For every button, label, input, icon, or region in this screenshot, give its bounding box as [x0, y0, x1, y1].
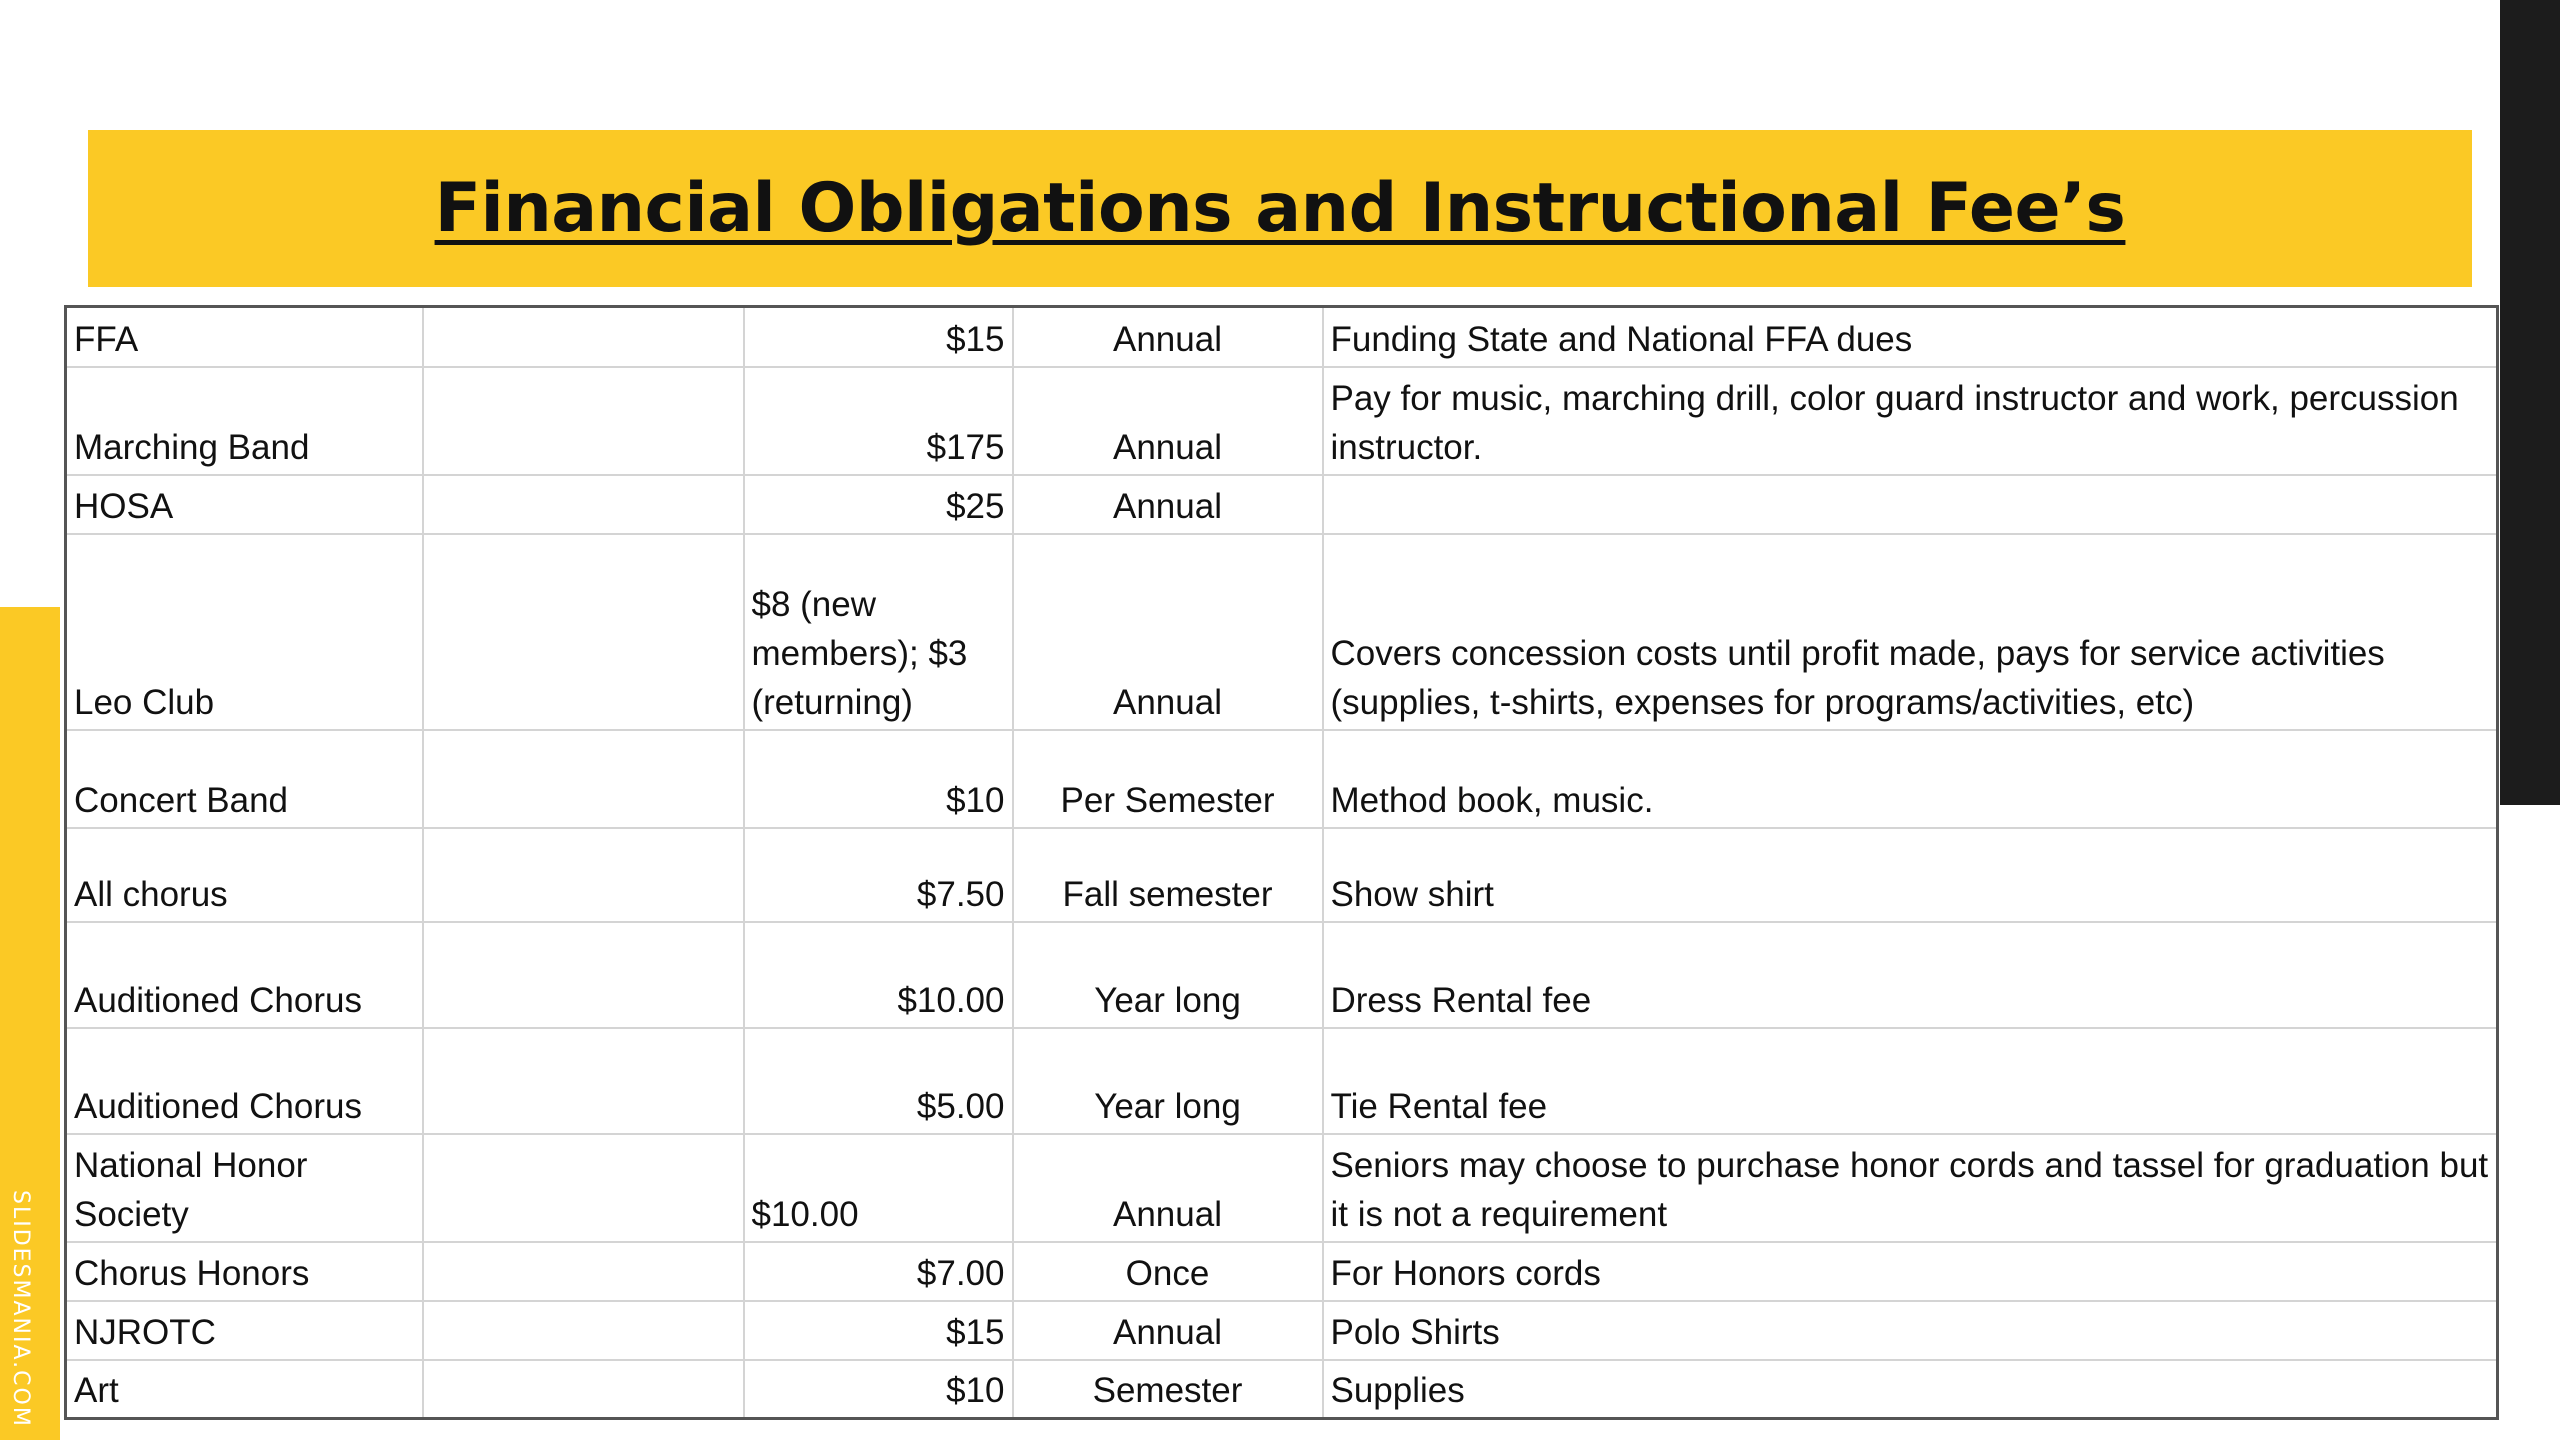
fee-frequency: Fall semester — [1013, 828, 1323, 922]
table-row — [66, 307, 2498, 367]
fee-frequency: Annual — [1013, 534, 1323, 730]
fee-description: Supplies — [1323, 1360, 2498, 1419]
blank-cell — [423, 534, 744, 730]
table-row — [66, 1242, 2498, 1301]
right-dark-bar — [2500, 0, 2560, 805]
fee-frequency: Semester — [1013, 1360, 1323, 1419]
activity-name: HOSA — [66, 475, 423, 534]
table-row — [66, 1301, 2498, 1360]
fee-amount: $10 — [744, 730, 1013, 828]
fee-description: Funding State and National FFA dues — [1323, 307, 2498, 367]
fee-description: Method book, music. — [1323, 730, 2498, 828]
fee-amount: $25 — [744, 475, 1013, 534]
fee-table — [64, 305, 2499, 1420]
blank-cell — [423, 1242, 744, 1301]
table-row — [66, 534, 2498, 730]
table-row — [66, 1360, 2498, 1419]
blank-cell — [423, 828, 744, 922]
blank-cell — [423, 1134, 744, 1242]
blank-cell — [423, 730, 744, 828]
table-row — [66, 828, 2498, 922]
activity-name: Concert Band — [66, 730, 423, 828]
table-row — [66, 1134, 2498, 1242]
table-row — [66, 475, 2498, 534]
fee-amount: $10.00 — [744, 922, 1013, 1028]
blank-cell — [423, 1301, 744, 1360]
fee-amount: $5.00 — [744, 1028, 1013, 1134]
fee-amount: $10 — [744, 1360, 1013, 1419]
activity-name: Auditioned Chorus — [66, 922, 423, 1028]
fee-amount: $10.00 — [744, 1134, 1013, 1242]
activity-name: FFA — [66, 307, 423, 367]
table-row — [66, 367, 2498, 475]
blank-cell — [423, 475, 744, 534]
fee-description: Polo Shirts — [1323, 1301, 2498, 1360]
blank-cell — [423, 367, 744, 475]
fee-frequency: Year long — [1013, 1028, 1323, 1134]
fee-amount: $15 — [744, 307, 1013, 367]
activity-name: Marching Band — [66, 367, 423, 475]
fee-amount: $8 (new members); $3 (returning) — [744, 534, 1013, 730]
table-row — [66, 730, 2498, 828]
activity-name: NJROTC — [66, 1301, 423, 1360]
fee-frequency: Annual — [1013, 1301, 1323, 1360]
blank-cell — [423, 1360, 744, 1419]
table-row — [66, 922, 2498, 1028]
activity-name: National Honor Society — [66, 1134, 423, 1242]
fee-amount: $7.50 — [744, 828, 1013, 922]
fee-description: Tie Rental fee — [1323, 1028, 2498, 1134]
fee-description — [1323, 475, 2498, 534]
fee-description: Dress Rental fee — [1323, 922, 2498, 1028]
fee-amount: $7.00 — [744, 1242, 1013, 1301]
fee-frequency: Annual — [1013, 367, 1323, 475]
fee-frequency: Annual — [1013, 1134, 1323, 1242]
page-title: Financial Obligations and Instructional Fee’s — [434, 169, 2126, 248]
fee-description: Seniors may choose to purchase honor cords and tassel for graduation but it is not a requirement — [1323, 1134, 2498, 1242]
blank-cell — [423, 922, 744, 1028]
watermark: SLIDESMANIA.COM — [8, 1190, 33, 1428]
blank-cell — [423, 307, 744, 367]
fee-frequency: Per Semester — [1013, 730, 1323, 828]
title-banner — [88, 130, 2472, 287]
activity-name: Auditioned Chorus — [66, 1028, 423, 1134]
fee-description: For Honors cords — [1323, 1242, 2498, 1301]
table-row — [66, 1028, 2498, 1134]
activity-name: All chorus — [66, 828, 423, 922]
activity-name: Leo Club — [66, 534, 423, 730]
fee-description: Show shirt — [1323, 828, 2498, 922]
blank-cell — [423, 1028, 744, 1134]
fee-frequency: Year long — [1013, 922, 1323, 1028]
activity-name: Chorus Honors — [66, 1242, 423, 1301]
fee-description: Pay for music, marching drill, color guard instructor and work, percussion instructor. — [1323, 367, 2498, 475]
fee-amount: $175 — [744, 367, 1013, 475]
fee-frequency: Once — [1013, 1242, 1323, 1301]
activity-name: Art — [66, 1360, 423, 1419]
fee-frequency: Annual — [1013, 475, 1323, 534]
fee-description: Covers concession costs until profit made, pays for service activities (supplies, t-shirts, expenses for programs/activities, etc) — [1323, 534, 2498, 730]
fee-frequency: Annual — [1013, 307, 1323, 367]
fee-amount: $15 — [744, 1301, 1013, 1360]
